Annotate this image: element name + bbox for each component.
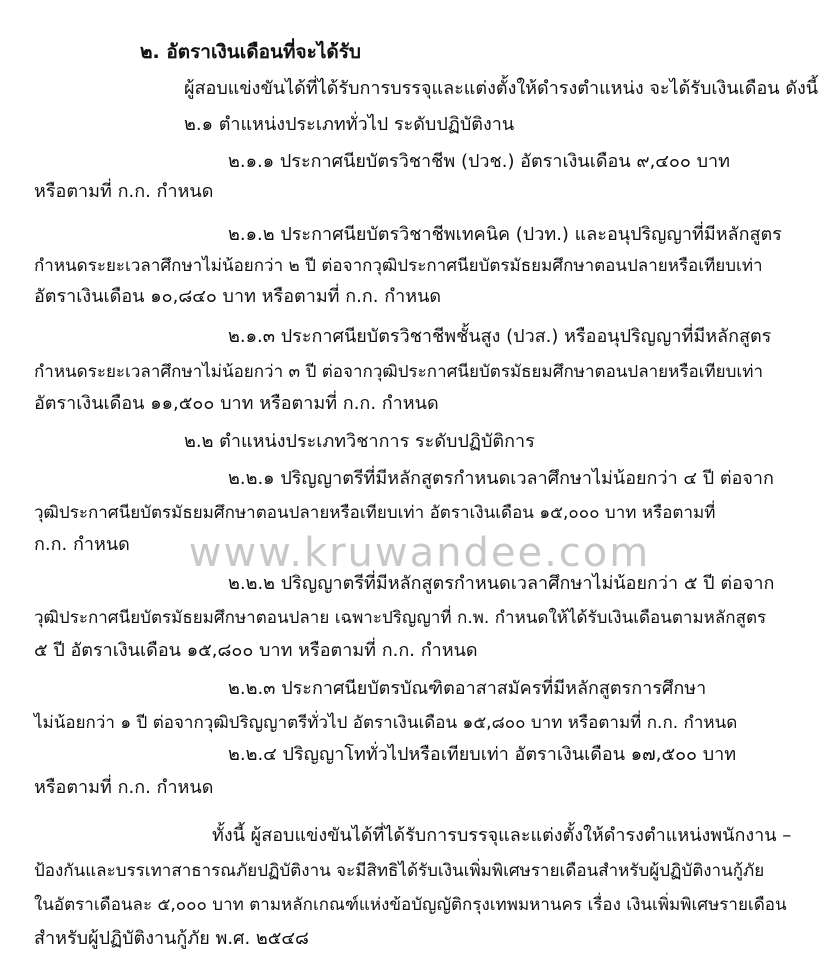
- item-2-1-1-line1: ๒.๑.๑ ประกาศนียบัตรวิชาชีพ (ปวช.) อัตราเงินเดือน ๙,๔๐๐ บาท: [228, 151, 731, 172]
- item-2-2-4-line2: หรือตามที่ ก.ก. กำหนด: [34, 777, 214, 798]
- item-2-2-3-line1: ๒.๒.๓ ประกาศนียบัตรบัณฑิตอาสาสมัครที่มีหลักสูตรการศึกษา: [228, 678, 707, 699]
- note-line3: ในอัตราเดือนละ ๕,๐๐๐ บาท ตามหลักเกณฑ์แห่งข้อบัญญัติกรุงเทพมหานคร เรื่อง เงินเพิ่มพิเศษรายเดือน: [34, 895, 787, 915]
- item-2-1-3-line2: กำหนดระยะเวลาศึกษาไม่น้อยกว่า ๓ ปี ต่อจากวุฒิประกาศนียบัตรมัธยมศึกษาตอนปลายหรือเทียบเท่า: [34, 362, 763, 382]
- item-2-2-1-line1: ๒.๒.๑ ปริญญาตรีที่มีหลักสูตรกำหนดเวลาศึกษาไม่น้อยกว่า ๔ ปี ต่อจาก: [228, 468, 774, 489]
- item-2-2-3-line2: ไม่น้อยกว่า ๑ ปี ต่อจากวุฒิปริญญาตรีทั่วไป อัตราเงินเดือน ๑๕,๘๐๐ บาท หรือตามที่ ก.ก. กำหนด: [34, 713, 738, 733]
- item-2-2-1-line2: วุฒิประกาศนียบัตรมัธยมศึกษาตอนปลายหรือเทียบเท่า อัตราเงินเดือน ๑๕,๐๐๐ บาท หรือตามที่: [34, 503, 716, 523]
- subsection-2-2: ๒.๒ ตำแหน่งประเภทวิชาการ ระดับปฏิบัติการ: [184, 431, 535, 452]
- item-2-1-2-line1: ๒.๑.๒ ประกาศนียบัตรวิชาชีพเทคนิค (ปวท.) และอนุปริญญาที่มีหลักสูตร: [228, 224, 782, 245]
- item-2-2-2-line2: วุฒิประกาศนียบัตรมัธยมศึกษาตอนปลาย เฉพาะปริญญาที่ ก.พ. กำหนดให้ได้รับเงินเดือนตามหลักสูตร: [34, 608, 767, 628]
- item-2-1-2-line3: อัตราเงินเดือน ๑๐,๘๔๐ บาท หรือตามที่ ก.ก. กำหนด: [34, 286, 442, 307]
- intro-text: ผู้สอบแข่งขันได้ที่ได้รับการบรรจุและแต่งตั้งให้ดำรงตำแหน่ง จะได้รับเงินเดือน ดังนี้: [184, 78, 819, 99]
- item-2-1-3-line1: ๒.๑.๓ ประกาศนียบัตรวิชาชีพชั้นสูง (ปวส.) หรืออนุปริญญาที่มีหลักสูตร: [228, 326, 772, 347]
- item-2-2-1-line3: ก.ก. กำหนด: [34, 534, 130, 555]
- section-heading: ๒. อัตราเงินเดือนที่จะได้รับ: [140, 41, 361, 63]
- item-2-1-3-line3: อัตราเงินเดือน ๑๑,๕๐๐ บาท หรือตามที่ ก.ก. กำหนด: [34, 393, 439, 414]
- item-2-1-2-line2: กำหนดระยะเวลาศึกษาไม่น้อยกว่า ๒ ปี ต่อจากวุฒิประกาศนียบัตรมัธยมศึกษาตอนปลายหรือเทียบเท่า: [34, 256, 763, 276]
- watermark: www.kruwandee.com: [188, 530, 651, 576]
- subsection-2-1: ๒.๑ ตำแหน่งประเภททั่วไป ระดับปฏิบัติงาน: [184, 114, 515, 135]
- item-2-2-2-line3: ๕ ปี อัตราเงินเดือน ๑๕,๘๐๐ บาท หรือตามที่ ก.ก. กำหนด: [34, 640, 478, 661]
- item-2-1-1-line2: หรือตามที่ ก.ก. กำหนด: [34, 181, 214, 202]
- note-line4: สำหรับผู้ปฏิบัติงานกู้ภัย พ.ศ. ๒๕๔๘: [34, 928, 309, 949]
- item-2-2-4-line1: ๒.๒.๔ ปริญญาโททั่วไปหรือเทียบเท่า อัตราเงินเดือน ๑๗,๕๐๐ บาท: [228, 744, 737, 765]
- item-2-2-2-line1: ๒.๒.๒ ปริญญาตรีที่มีหลักสูตรกำหนดเวลาศึกษาไม่น้อยกว่า ๕ ปี ต่อจาก: [228, 573, 775, 594]
- note-line1: ทั้งนี้ ผู้สอบแข่งขันได้ที่ได้รับการบรรจุและแต่งตั้งให้ดำรงตำแหน่งพนักงาน –: [212, 825, 792, 846]
- note-line2: ป้องกันและบรรเทาสาธารณภัยปฏิบัติงาน จะมีสิทธิได้รับเงินเพิ่มพิเศษรายเดือนสำหรับผู้ปฏิบัติงานกู้ภัย: [34, 861, 765, 881]
